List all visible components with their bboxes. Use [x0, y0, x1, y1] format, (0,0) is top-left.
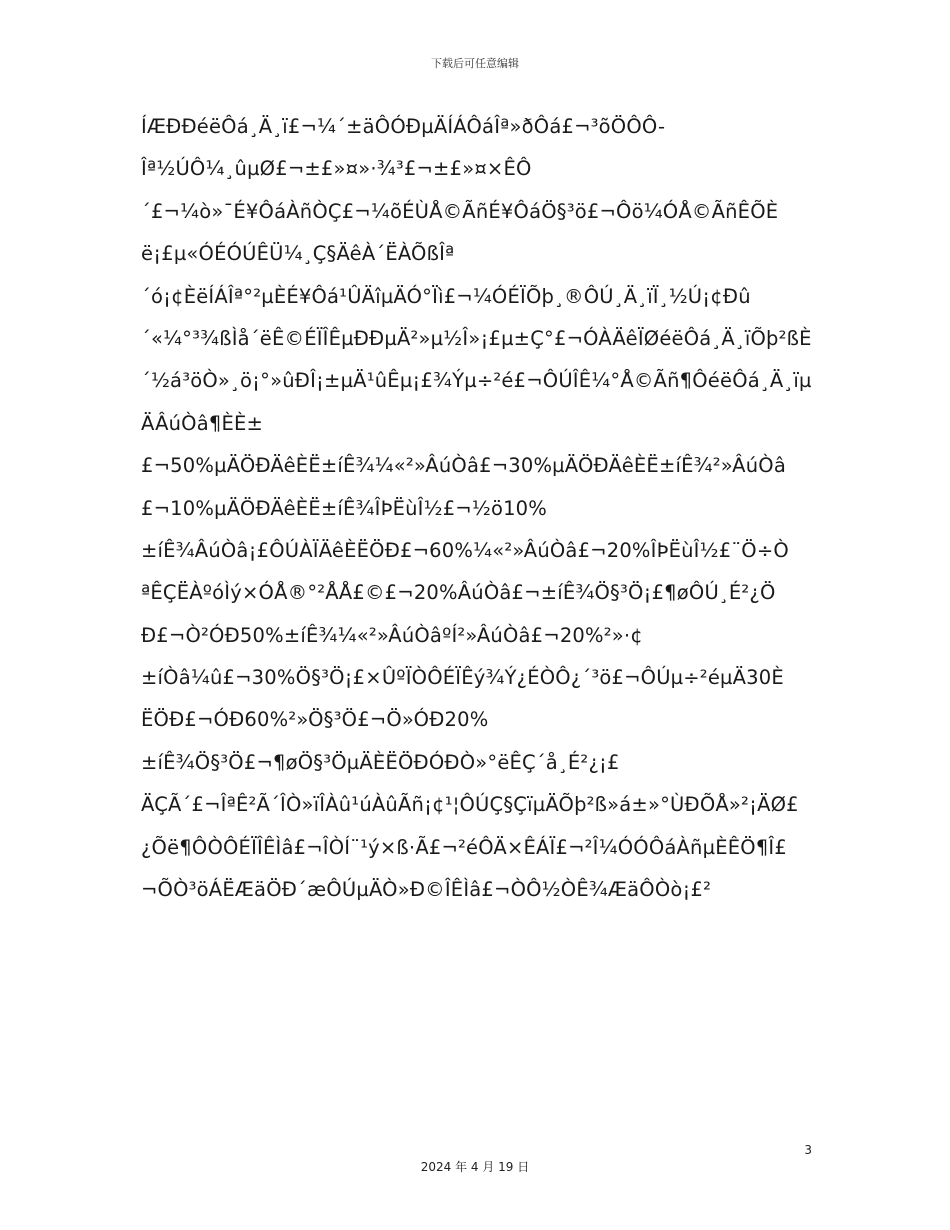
- body-line: ´£¬¼ò»¯É¥ÔáÀñÒÇ£¬¼õÉÙÅ©ÃñÉ¥ÔáÖ§³ö£¬Ôö¼ÓÅ©ÃñÊÕÈ: [141, 199, 779, 223]
- page-header: 下载后可任意编辑: [431, 57, 519, 70]
- body-line: ¿Õë¶ÔÒÔÉÏÎÊÌâ£¬ÎÒÍ¨¹ý×ß·Ã£¬²éÔÄ×ÊÁÏ£¬²Î¼ÓÓÔáÀñµÈÊÖ¶Î£: [141, 835, 787, 859]
- body-line: ¬ÕÒ³öÁËÆäÖÐ´æÔÚµÄÒ»Ð©ÎÊÌâ£¬ÒÔ½ÒÊ¾ÆäÔÒò¡£²: [141, 878, 712, 902]
- body-line: £¬50%µÄÖÐÄêÈË±íÊ¾¼«²»ÂúÒâ£¬30%µÄÖÐÄêÈË±íÊ¾²»ÂúÒâ: [141, 454, 786, 478]
- body-line: ë¡£µ«ÓÉÓÚÊÜ¼¸Ç§ÄêÀ´ËÀÕßÎª: [141, 242, 455, 266]
- body-line: ÄÂúÒâ¶ÈÈ±: [141, 411, 264, 435]
- body-line: Îª½ÚÔ¼¸ûµØ£¬±£»¤»·¾³£¬±£»¤×ÊÔ: [141, 157, 532, 181]
- body-line: ´½á³öÒ»¸ö¡°»ûÐÎ¡±µÄ¹ûÊµ¡£¾Ýµ÷²é£¬ÔÚÎÊ¼°Å©Ãñ¶ÔéëÔá¸Ä¸ïµ: [141, 369, 812, 393]
- body-line: ±íÒâ¼û£¬30%Ö§³Ö¡£×ÛºÏÒÔÉÏÊý¾Ý¿ÉÒÔ¿´³ö£¬ÔÚµ÷²éµÄ30È: [141, 666, 784, 690]
- body-line: ´«¼°³¾ßÌå´ëÊ©ÉÏÎÊµÐÐµÄ²»µ½Î»¡£µ±Ç°£¬ÓÀÄêÏØéëÔá¸Ä¸ïÕþ²ßÈ: [141, 326, 812, 350]
- body-line: ±íÊ¾ÂúÒâ¡£ÔÚÀÏÄêÈËÖÐ£¬60%¼«²»ÂúÒâ£¬20%ÎÞËùÎ½£¨Ö÷Ò: [141, 538, 789, 562]
- document-body: [141, 106, 831, 911]
- page-footer-date: 2024 年 4 月 19 日: [420, 1160, 530, 1174]
- body-line: £¬10%µÄÖÐÄêÈË±íÊ¾ÎÞËùÎ½£¬½ö10%: [141, 496, 548, 520]
- body-line: ÍÆÐÐéëÔá¸Ä¸ï£¬¼´±äÔÓÐµÄÍÁÔáÎª»ðÔá£¬³õÖÔÔ-: [141, 115, 666, 138]
- body-line: Ð£¬Ò²ÓÐ50%±íÊ¾¼«²»ÂúÒâºÍ²»ÂúÒâ£¬20%²»·¢: [141, 623, 643, 647]
- body-line: ÄÇÃ´£¬ÎªÊ²Ã´ÎÒ»ïÎÀû¹úÀûÃñ¡¢¹¦ÔÚÇ§ÇïµÄÕþ²ß»á±»°ÙÐÕÅ»²¡ÄØ£: [141, 793, 799, 817]
- body-line: ±íÊ¾Ö§³Ö£¬¶øÖ§³ÖµÄÈËÖÐÓÐÒ»°ëÊÇ´å¸É²¿¡£: [141, 750, 620, 774]
- page-number: 3: [804, 1143, 812, 1157]
- body-line: ´ó¡¢ÈëÍÁÎª°²µÈÉ¥Ôá¹ÛÄîµÄÓ°Ïì£¬¼ÓÉÏÕþ¸®ÔÚ¸Ä¸ïÏ¸½Ú¡¢Ðû: [141, 284, 751, 308]
- body-line: ªÊÇËÀºóÌý×ÓÅ®°²ÅÅ£©£¬20%ÂúÒâ£¬±íÊ¾Ö§³Ö¡£¶øÔÚ¸É²¿Ö: [141, 581, 776, 605]
- body-line: ËÖÐ£¬ÓÐ60%²»Ö§³Ö£¬Ö»ÓÐ20%: [141, 708, 489, 732]
